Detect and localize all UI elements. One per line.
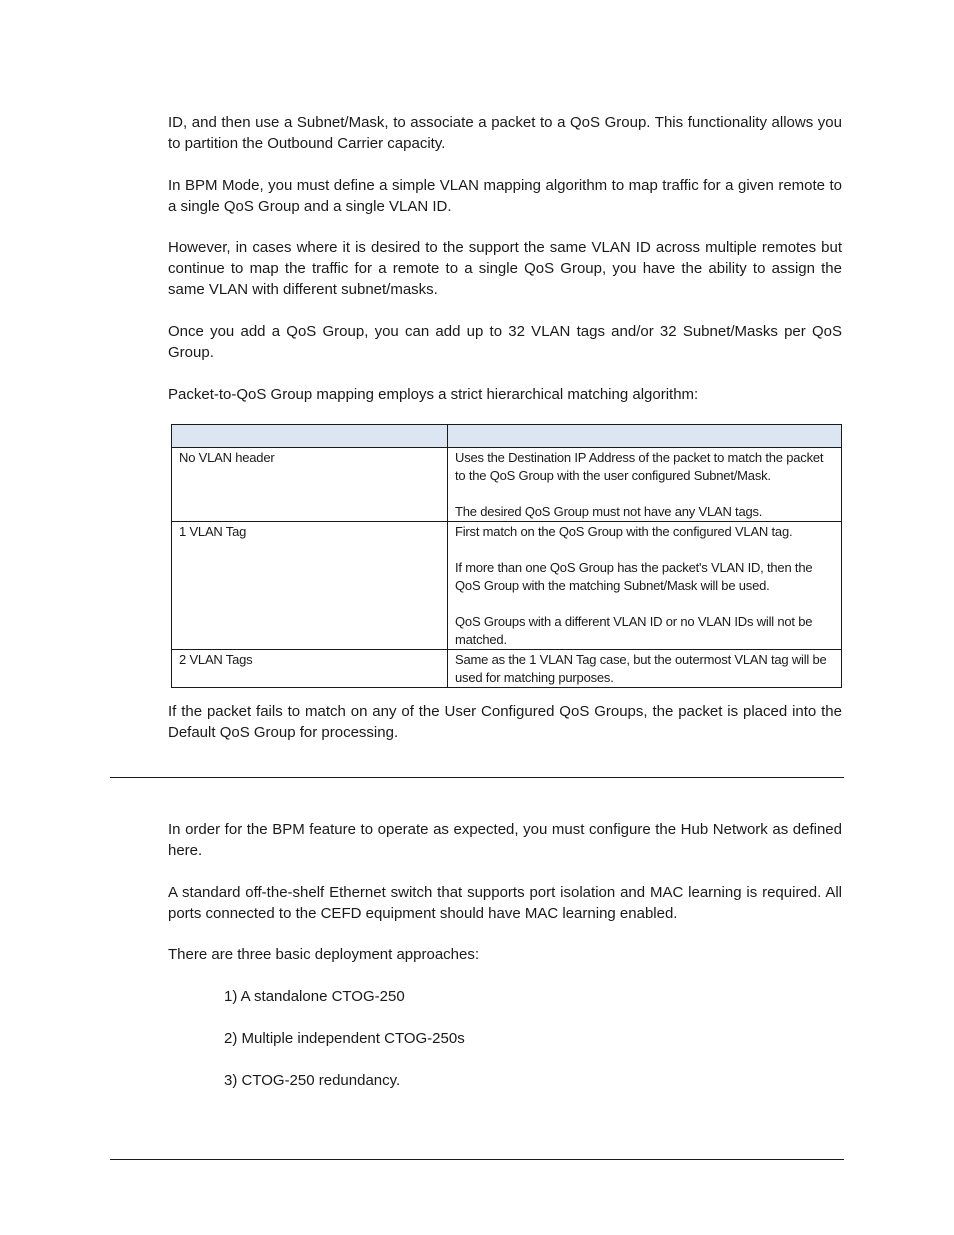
table-row — [172, 522, 842, 650]
table-row — [172, 448, 842, 522]
paragraph-hub-network: In order for the BPM feature to operate as expected, you must configure the Hub Network as defined here. — [168, 821, 842, 859]
table-header-cell-behavior — [448, 425, 842, 448]
footer-divider — [110, 1159, 844, 1160]
paragraph-qos-association: ID, and then use a Subnet/Mask, to associate a packet to a QoS Group. This functionality allows you to partition the Outbound Carrier capacity. — [168, 114, 842, 152]
table-cell-condition: 1 VLAN Tag — [172, 522, 448, 650]
section-divider — [110, 777, 844, 778]
cell-text: Uses the Destination IP Address of the packet to match the packet to the QoS Group with the user configured Subnet/Mask. — [455, 450, 824, 483]
table-cell-condition: No VLAN header — [172, 448, 448, 522]
list-item: 3) CTOG-250 redundancy. — [224, 1072, 401, 1089]
paragraph-matching-algorithm-intro: Packet-to-QoS Group mapping employs a strict hierarchical matching algorithm: — [168, 386, 699, 403]
cell-text: The desired QoS Group must not have any VLAN tags. — [455, 504, 763, 519]
table-cell-behavior — [448, 448, 842, 522]
paragraph-default-qos-group: If the packet fails to match on any of the User Configured QoS Groups, the packet is placed into the Default QoS Group for processing. — [168, 703, 842, 741]
table-cell-behavior — [448, 522, 842, 650]
paragraph-deployment-intro: There are three basic deployment approaches: — [168, 946, 480, 963]
cell-text: QoS Groups with a different VLAN ID or no VLAN IDs will not be matched. — [455, 614, 813, 647]
cell-text: First match on the QoS Group with the configured VLAN tag. — [455, 524, 793, 539]
qos-mapping-table — [171, 424, 842, 688]
paragraph-vlan-multiple-remotes: However, in cases where it is desired to the support the same VLAN ID across multiple remotes but continue to map the traffic for a remote to a single QoS Group, you have the ability to assign the same VLAN with different subnet/masks. — [168, 239, 842, 298]
table-row — [172, 650, 842, 688]
list-item: 2) Multiple independent CTOG-250s — [224, 1030, 465, 1047]
cell-text: If more than one QoS Group has the packet's VLAN ID, then the QoS Group with the matching Subnet/Mask will be used. — [455, 560, 813, 593]
paragraph-ethernet-switch: A standard off-the-shelf Ethernet switch that supports port isolation and MAC learning is required. All ports connected to the CEFD equipment should have MAC learning enabled. — [168, 884, 842, 922]
table-header-row — [172, 425, 842, 448]
table-cell-condition: 2 VLAN Tags — [172, 650, 448, 688]
table-cell-behavior — [448, 650, 842, 688]
table-header-cell-condition — [172, 425, 448, 448]
cell-text: Same as the 1 VLAN Tag case, but the outermost VLAN tag will be used for matching purposes. — [455, 652, 827, 685]
list-item: 1) A standalone CTOG-250 — [224, 988, 405, 1005]
paragraph-vlan-tag-limit: Once you add a QoS Group, you can add up to 32 VLAN tags and/or 32 Subnet/Masks per QoS Group. — [168, 323, 842, 361]
paragraph-bpm-mode: In BPM Mode, you must define a simple VLAN mapping algorithm to map traffic for a given remote to a single QoS Group and a single VLAN ID. — [168, 177, 842, 215]
